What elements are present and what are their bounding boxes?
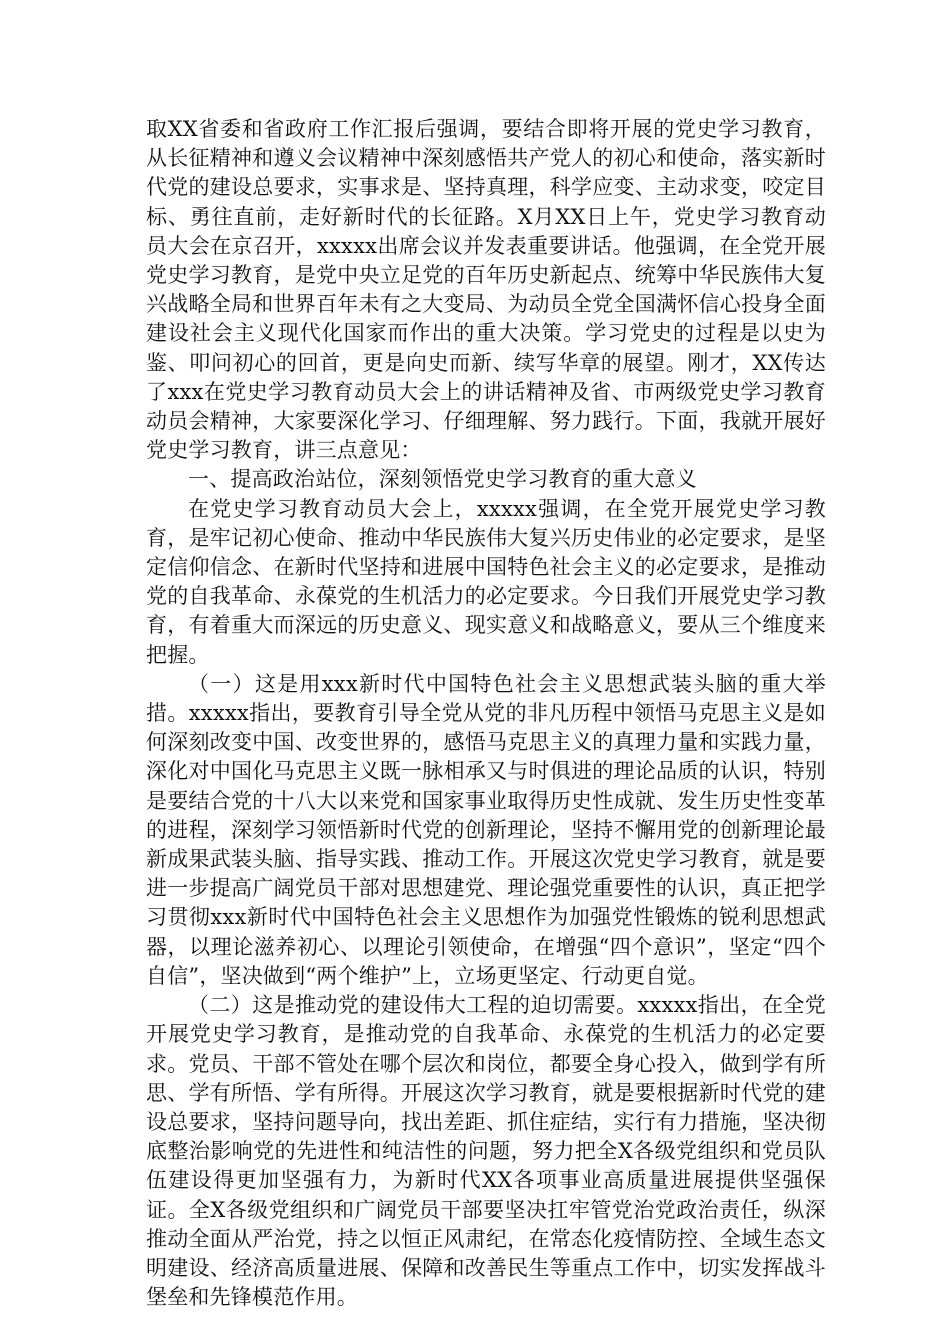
document-body [146, 115, 826, 1312]
paragraph-point-1: （一）这是用xxx新时代中国特色社会主义思想武装头脑的重大举措。xxxxx指出，要教育引导全党从党的非凡历程中领悟马克思主义是如何深刻改变中国、改变世界的，感悟马克思主义的真理力量和实践力量，深化对中国化马克思主义既一脉相承又与时俱进的理论品质的认识，特别是要结合党的十八大以来党和国家事业取得历史性成就、发生历史性变革的进程，深刻学习领悟新时代党的创新理论，坚持不懈用党的创新理论最新成果武装头脑、指导实践、推动工作。开展这次党史学习教育，就是要进一步提高广阔党员干部对思想建党、理论强党重要性的认识，真正把学习贯彻xxx新时代中国特色社会主义思想作为加强党性锻炼的锐利思想武器，以理论滋养初心、以理论引领使命，在增强“四个意识”，坚定“四个自信”，坚决做到“两个维护”上，立场更坚定、行动更自觉。 [146, 671, 826, 988]
section-heading-1: 一、提高政治站位，深刻领悟党史学习教育的重大意义 [188, 467, 697, 492]
paragraph-intro: 取XX省委和省政府工作汇报后强调，要结合即将开展的党史学习教育，从长征精神和遵义会议精神中深刻感悟共产党人的初心和使命，落实新时代党的建设总要求，实事求是、坚持真理，科学应变、主动求变，咬定目标、勇往直前，走好新时代的长征路。X月XX日上午，党史学习教育动员大会在京召开，xxxxx出席会议并发表重要讲话。他强调，在全党开展党史学习教育，是党中央立足党的百年历史新起点、统筹中华民族伟大复兴战略全局和世界百年未有之大变局、为动员全党全国满怀信心投身全面建设社会主义现代化国家而作出的重大决策。学习党史的过程是以史为鉴、叩问初心的回首，更是向史而新、续写华章的展望。刚才，XX传达了xxx在党史学习教育动员大会上的讲话精神及省、市两级党史学习教育动员会精神，大家要深化学习、仔细理解、努力践行。下面，我就开展好党史学习教育，讲三点意见： [146, 117, 826, 463]
paragraph-section-1-overview: 在党史学习教育动员大会上，xxxxx强调，在全党开展党史学习教育，是牢记初心使命、推动中华民族伟大复兴历史伟业的必定要求，是坚定信仰信念、在新时代坚持和进展中国特色社会主义的必定要求，是推动党的自我革命、永葆党的生机活力的必定要求。今日我们开展党史学习教育，有着重大而深远的历史意义、现实意义和战略意义，要从三个维度来把握。 [146, 496, 826, 667]
paragraph-point-2: （二）这是推动党的建设伟大工程的迫切需要。xxxxx指出，在全党开展党史学习教育，是推动党的自我革命、永葆党的生机活力的必定要求。党员、干部不管处在哪个层次和岗位，都要全身心投入，做到学有所思、学有所悟、学有所得。开展这次学习教育，就是要根据新时代党的建设总要求，坚持问题导向，找出差距、抓住症结，实行有力措施，坚决彻底整治影响党的先进性和纯洁性的问题，努力把全X各级党组织和党员队伍建设得更加坚强有力，为新时代XX各项事业高质量进展提供坚强保证。全X各级党组织和广阔党员干部要坚决扛牢管党治党政治责任，纵深推动全面从严治党，持之以恒正风肃纪，在常态化疫情防控、全域生态文明建设、经济高质量进展、保障和改善民生等重点工作中，切实发挥战斗堡垒和先锋模范作用。 [146, 993, 826, 1310]
